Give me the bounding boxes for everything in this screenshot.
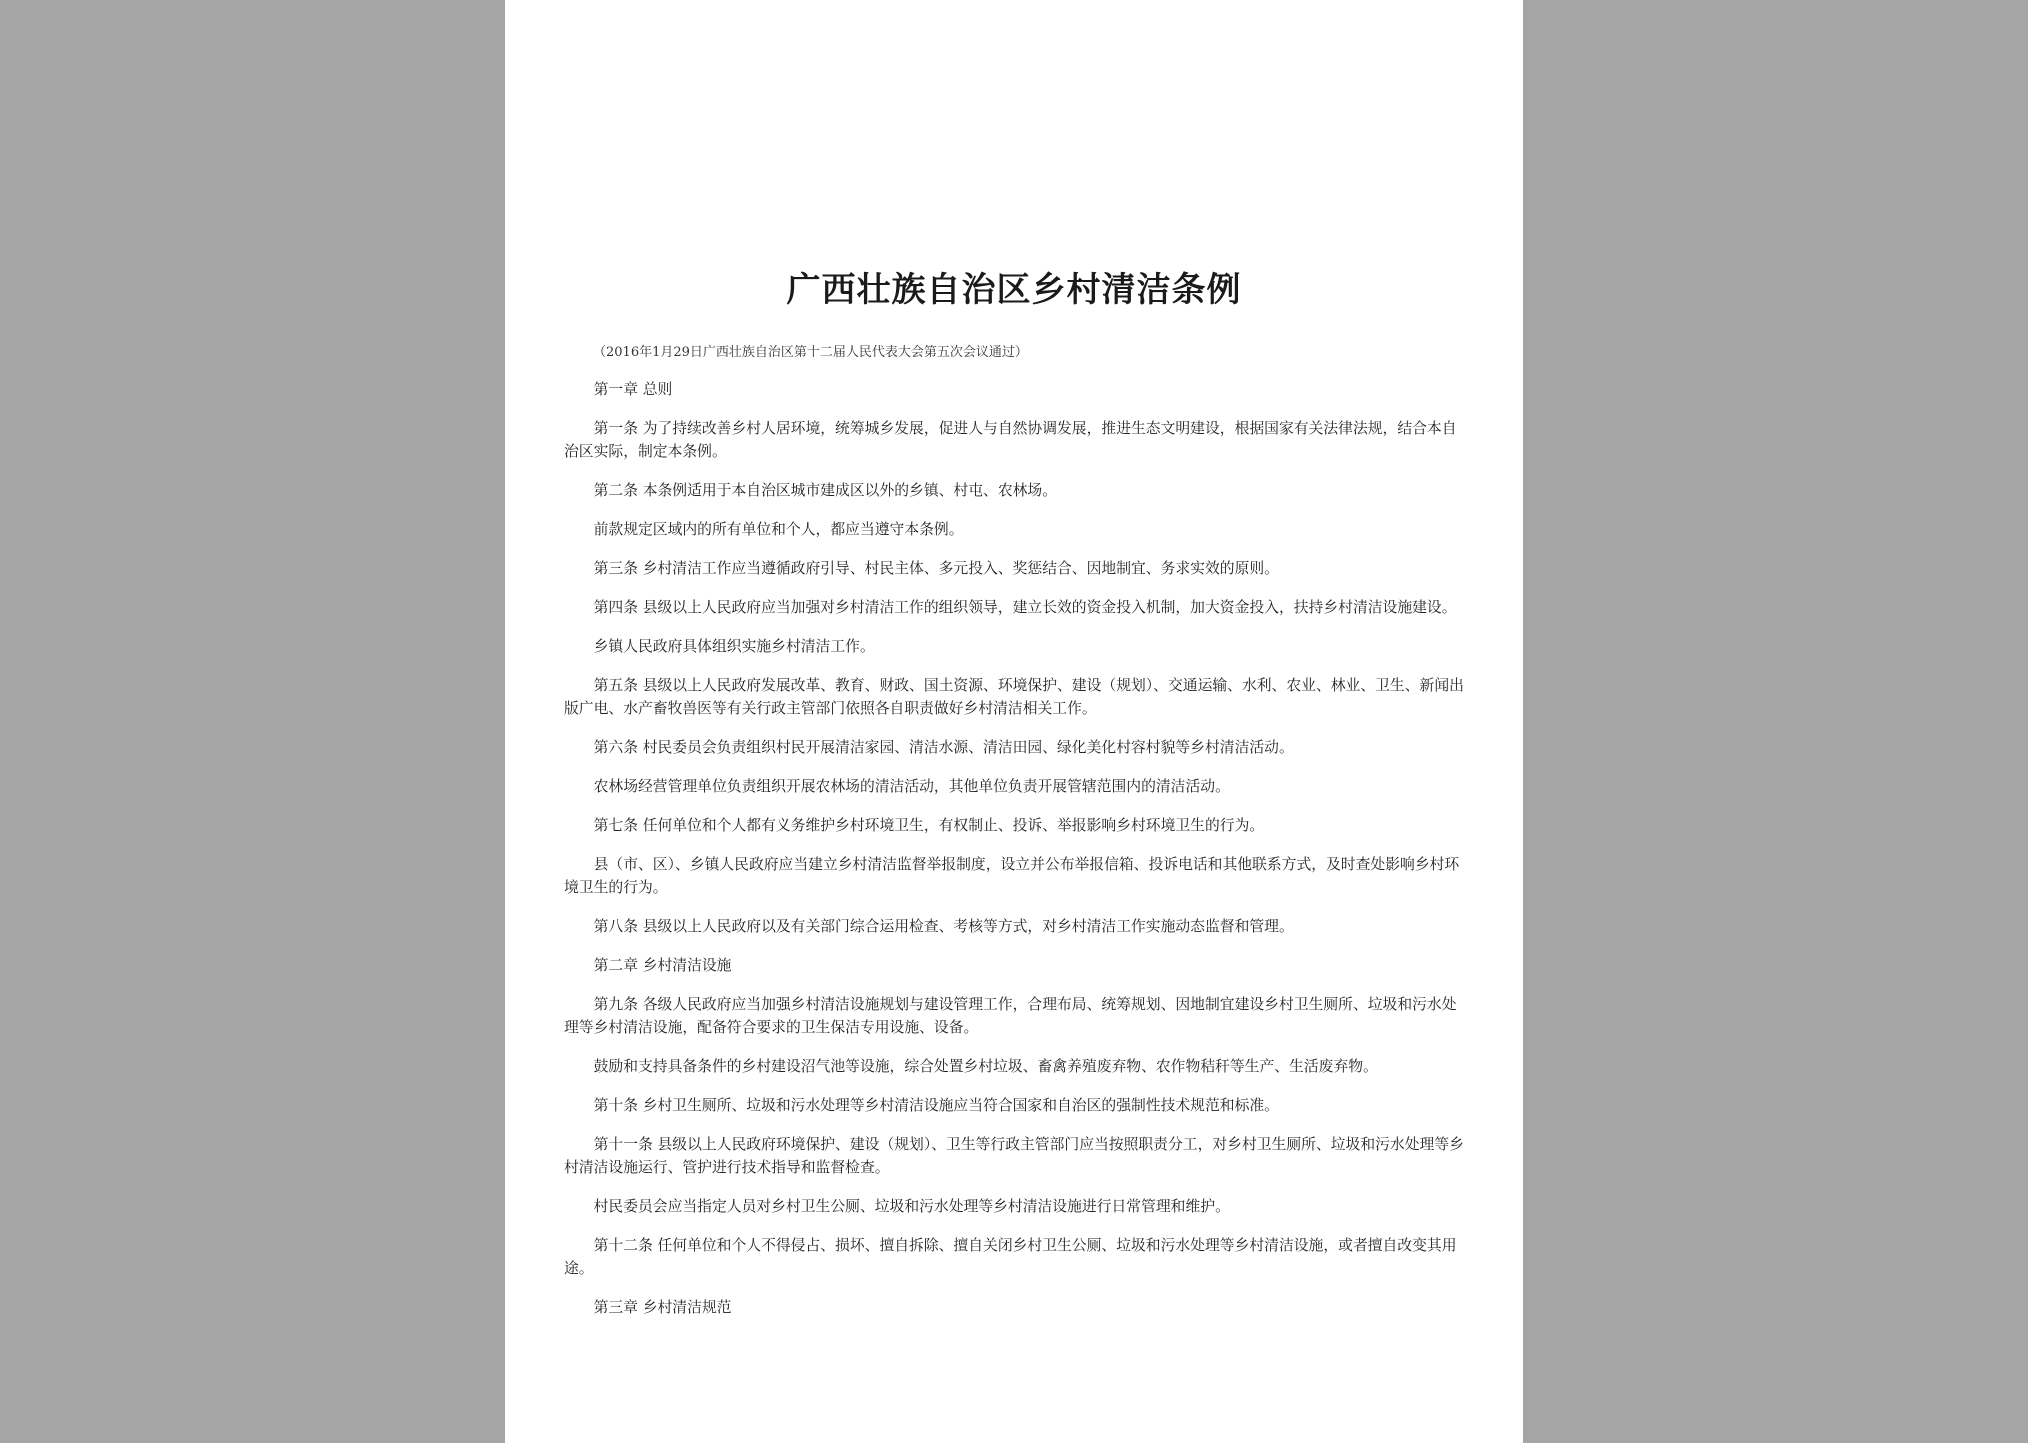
document-paragraph: 第二章 乡村清洁设施	[593, 957, 732, 974]
document-subtitle: （2016年1月29日广西壮族自治区第十二届人民代表大会第五次会议通过）	[593, 345, 1028, 360]
document-paragraph: 鼓励和支持具备条件的乡村建设沼气池等设施，综合处置乡村垃圾、畜禽养殖废弃物、农作物秸秆等生产、生活废弃物。	[593, 1058, 1378, 1075]
document-paragraph: 第十条 乡村卫生厕所、垃圾和污水处理等乡村清洁设施应当符合国家和自治区的强制性技术规范和标准。	[593, 1097, 1279, 1114]
document-paragraph: 第二条 本条例适用于本自治区城市建成区以外的乡镇、村屯、农林场。	[593, 482, 1058, 499]
document-paragraph: 第七条 任何单位和个人都有义务维护乡村环境卫生，有权制止、投诉、举报影响乡村环境卫生的行为。	[593, 817, 1265, 834]
document-paragraph: 第五条 县级以上人民政府发展改革、教育、财政、国土资源、环境保护、建设（规划）、交通运输、水利、农业、林业、卫生、新闻出版广电、水产畜牧兽医等有关行政主管部门依照各自职责做好乡村清洁相关工作。	[564, 677, 1464, 717]
document-title: 广西壮族自治区乡村清洁条例	[786, 270, 1242, 310]
document-paragraph: 第四条 县级以上人民政府应当加强对乡村清洁工作的组织领导，建立长效的资金投入机制，加大资金投入，扶持乡村清洁设施建设。	[593, 599, 1457, 616]
document-page	[505, 0, 1523, 1443]
document-paragraph: 第八条 县级以上人民政府以及有关部门综合运用检查、考核等方式，对乡村清洁工作实施动态监督和管理。	[593, 918, 1294, 935]
document-body	[564, 378, 1469, 1335]
document-paragraph: 农林场经营管理单位负责组织开展农林场的清洁活动，其他单位负责开展管辖范围内的清洁活动。	[593, 778, 1230, 795]
document-paragraph: 第三条 乡村清洁工作应当遵循政府引导、村民主体、多元投入、奖惩结合、因地制宜、务求实效的原则。	[593, 560, 1279, 577]
document-paragraph: 第十二条 任何单位和个人不得侵占、损坏、擅自拆除、擅自关闭乡村卫生公厕、垃圾和污水处理等乡村清洁设施，或者擅自改变其用途。	[564, 1237, 1457, 1277]
document-paragraph: 村民委员会应当指定人员对乡村卫生公厕、垃圾和污水处理等乡村清洁设施进行日常管理和维护。	[593, 1198, 1230, 1215]
document-paragraph: 第一条 为了持续改善乡村人居环境，统筹城乡发展，促进人与自然协调发展，推进生态文明建设，根据国家有关法律法规，结合本自治区实际，制定本条例。	[564, 420, 1457, 460]
document-paragraph: 乡镇人民政府具体组织实施乡村清洁工作。	[593, 638, 875, 655]
document-paragraph: 县（市、区）、乡镇人民政府应当建立乡村清洁监督举报制度，设立并公布举报信箱、投诉电话和其他联系方式，及时查处影响乡村环境卫生的行为。	[564, 856, 1460, 896]
document-paragraph: 第一章 总则	[593, 381, 673, 398]
document-paragraph: 第九条 各级人民政府应当加强乡村清洁设施规划与建设管理工作，合理布局、统筹规划、因地制宜建设乡村卫生厕所、垃圾和污水处理等乡村清洁设施，配备符合要求的卫生保洁专用设施、设备。	[564, 996, 1457, 1036]
document-paragraph: 前款规定区域内的所有单位和个人，都应当遵守本条例。	[593, 521, 964, 538]
document-paragraph: 第十一条 县级以上人民政府环境保护、建设（规划）、卫生等行政主管部门应当按照职责分工，对乡村卫生厕所、垃圾和污水处理等乡村清洁设施运行、管护进行技术指导和监督检查。	[564, 1136, 1464, 1176]
document-paragraph: 第三章 乡村清洁规范	[593, 1299, 732, 1316]
document-paragraph: 第六条 村民委员会负责组织村民开展清洁家园、清洁水源、清洁田园、绿化美化村容村貌等乡村清洁活动。	[593, 739, 1294, 756]
